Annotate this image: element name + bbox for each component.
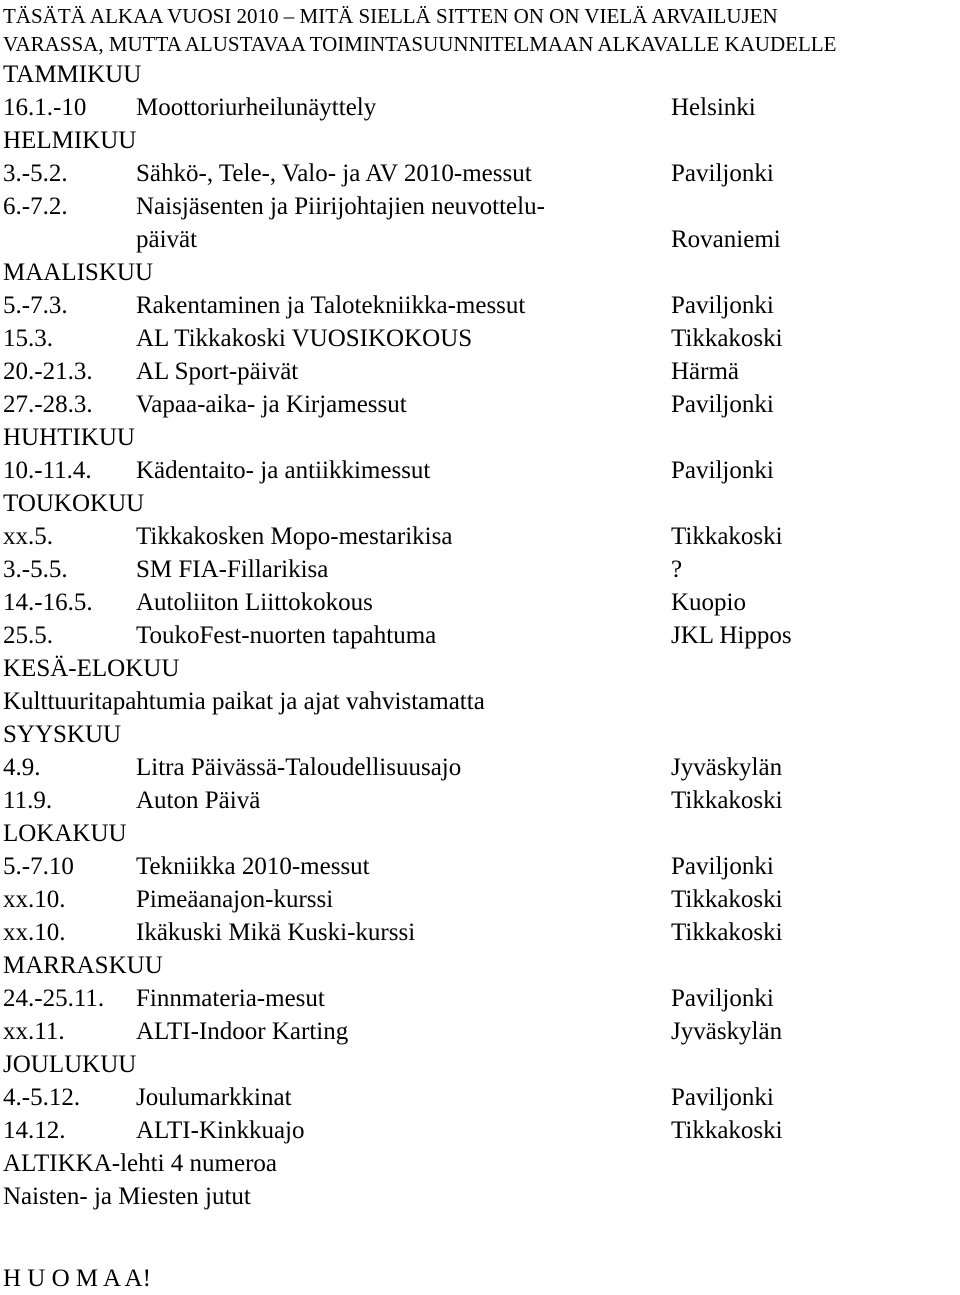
event-location: Paviljonki [671, 292, 774, 319]
event-date: 24.-25.11. [3, 985, 105, 1012]
event-date: 20.-21.3. [3, 358, 93, 385]
event-location: Tikkakoski [671, 1117, 783, 1144]
event-row [3, 388, 953, 421]
event-row [3, 916, 953, 949]
event-date: 4.-5.12. [3, 1084, 81, 1111]
event-date: 14.12. [3, 1117, 66, 1144]
event-title: AL Sport-päivät [136, 358, 299, 385]
event-location: Tikkakoski [671, 325, 783, 352]
section-row [3, 124, 953, 157]
event-location: Paviljonki [671, 160, 774, 187]
event-title: AL Tikkakoski VUOSIKOKOUS [136, 325, 473, 352]
section-row [3, 1048, 953, 1081]
event-location: Härmä [671, 358, 740, 385]
event-location: Paviljonki [671, 391, 774, 418]
section-row [3, 1147, 953, 1180]
event-row [3, 1081, 953, 1114]
event-location: Paviljonki [671, 1084, 774, 1111]
section-row [3, 817, 953, 850]
event-title: Rakentaminen ja Talotekniikka-messut [136, 292, 526, 319]
event-location: Tikkakoski [671, 523, 783, 550]
event-row [3, 454, 953, 487]
event-title: ALTI-Kinkkuajo [136, 1117, 305, 1144]
event-row [3, 619, 953, 652]
event-location: Tikkakoski [671, 787, 783, 814]
event-location: Tikkakoski [671, 886, 783, 913]
event-date: 16.1.-10 [3, 94, 87, 121]
section-label: LOKAKUU [3, 820, 127, 847]
schedule-document [3, 0, 953, 1213]
event-date: 5.-7.3. [3, 292, 68, 319]
event-title: ToukoFest-nuorten tapahtuma [136, 622, 437, 649]
event-date: xx.10. [3, 919, 66, 946]
event-location: ? [671, 556, 683, 583]
event-row [3, 1114, 953, 1147]
event-date: xx.10. [3, 886, 66, 913]
event-title: Litra Päivässä-Taloudellisuusajo [136, 754, 462, 781]
event-title: Sähkö-, Tele-, Valo- ja AV 2010-messut [136, 160, 532, 187]
section-label: HELMIKUU [3, 127, 137, 154]
section-label: HUHTIKUU [3, 424, 135, 451]
event-location: Jyväskylän [671, 1018, 783, 1045]
section-row [3, 256, 953, 289]
event-title: Ikäkuski Mikä Kuski-kurssi [136, 919, 416, 946]
section-row [3, 685, 953, 718]
event-date: 25.5. [3, 622, 53, 649]
footer-note: H U O M A A! [3, 1265, 151, 1292]
event-location: Jyväskylän [671, 754, 783, 781]
event-date: 4.9. [3, 754, 41, 781]
event-date: 10.-11.4. [3, 457, 92, 484]
header-line-1: TÄSÄTÄ ALKAA VUOSI 2010 – MITÄ SIELLÄ SITTEN ON ON VIELÄ ARVAILUJEN [3, 4, 778, 28]
event-location: JKL Hippos [671, 622, 792, 649]
event-row [3, 520, 953, 553]
section-label: Kulttuuritapahtumia paikat ja ajat vahvistamatta [3, 688, 485, 715]
event-row [3, 982, 953, 1015]
section-label: MARRASKUU [3, 952, 163, 979]
event-row [3, 586, 953, 619]
event-title: Tekniikka 2010-messut [136, 853, 370, 880]
event-location: Helsinki [671, 94, 756, 121]
event-row [3, 157, 953, 190]
section-row [3, 421, 953, 454]
section-row [3, 58, 953, 91]
event-title: päivät [136, 226, 198, 253]
section-row [3, 1180, 953, 1213]
event-location: Paviljonki [671, 985, 774, 1012]
section-label: MAALISKUU [3, 259, 153, 286]
event-date: xx.11. [3, 1018, 65, 1045]
event-title: Joulumarkkinat [136, 1084, 292, 1111]
document-header [3, 0, 953, 58]
event-location: Kuopio [671, 589, 746, 616]
event-row [3, 289, 953, 322]
event-date: 11.9. [3, 787, 53, 814]
event-date: xx.5. [3, 523, 53, 550]
event-date: 3.-5.2. [3, 160, 68, 187]
event-title: Auton Päivä [136, 787, 261, 814]
section-row [3, 652, 953, 685]
event-title: Naisjäsenten ja Piirijohtajien neuvottelu- [136, 193, 545, 220]
event-row [3, 1015, 953, 1048]
section-row [3, 718, 953, 751]
event-title: ALTI-Indoor Karting [136, 1018, 349, 1045]
event-title: Finnmateria-mesut [136, 985, 325, 1012]
event-title: Tikkakosken Mopo-mestarikisa [136, 523, 453, 550]
event-date: 6.-7.2. [3, 193, 68, 220]
header-line-2: VARASSA, MUTTA ALUSTAVAA TOIMINTASUUNNITELMAAN ALKAVALLE KAUDELLE [3, 32, 837, 56]
event-row [3, 322, 953, 355]
event-date: 27.-28.3. [3, 391, 93, 418]
event-title: Kädentaito- ja antiikkimessut [136, 457, 431, 484]
event-row [3, 553, 953, 586]
event-location: Paviljonki [671, 457, 774, 484]
event-title: Vapaa-aika- ja Kirjamessut [136, 391, 407, 418]
event-title: Autoliiton Liittokokous [136, 589, 373, 616]
section-label: TAMMIKUU [3, 61, 142, 88]
event-date: 3.-5.5. [3, 556, 68, 583]
event-location: Tikkakoski [671, 919, 783, 946]
event-row [3, 355, 953, 388]
section-label: TOUKOKUU [3, 490, 145, 517]
section-label: SYYSKUU [3, 721, 122, 748]
event-row [3, 850, 953, 883]
section-label: JOULUKUU [3, 1051, 137, 1078]
event-date: 15.3. [3, 325, 53, 352]
section-label: Naisten- ja Miesten jutut [3, 1183, 251, 1210]
event-list [3, 58, 953, 1213]
section-label: ALTIKKA-lehti 4 numeroa [3, 1150, 278, 1177]
event-row [3, 91, 953, 124]
event-row [3, 883, 953, 916]
event-row [3, 784, 953, 817]
section-label: KESÄ-ELOKUU [3, 655, 180, 682]
section-row [3, 487, 953, 520]
event-title: Pimeäanajon-kurssi [136, 886, 334, 913]
event-location: Paviljonki [671, 853, 774, 880]
event-date: 5.-7.10 [3, 853, 74, 880]
event-row [3, 751, 953, 784]
event-title: SM FIA-Fillarikisa [136, 556, 329, 583]
event-date: 14.-16.5. [3, 589, 93, 616]
event-title: Moottoriurheilunäyttely [136, 94, 377, 121]
section-row [3, 949, 953, 982]
event-row [3, 190, 953, 223]
event-location: Rovaniemi [671, 226, 781, 253]
event-row [3, 223, 953, 256]
